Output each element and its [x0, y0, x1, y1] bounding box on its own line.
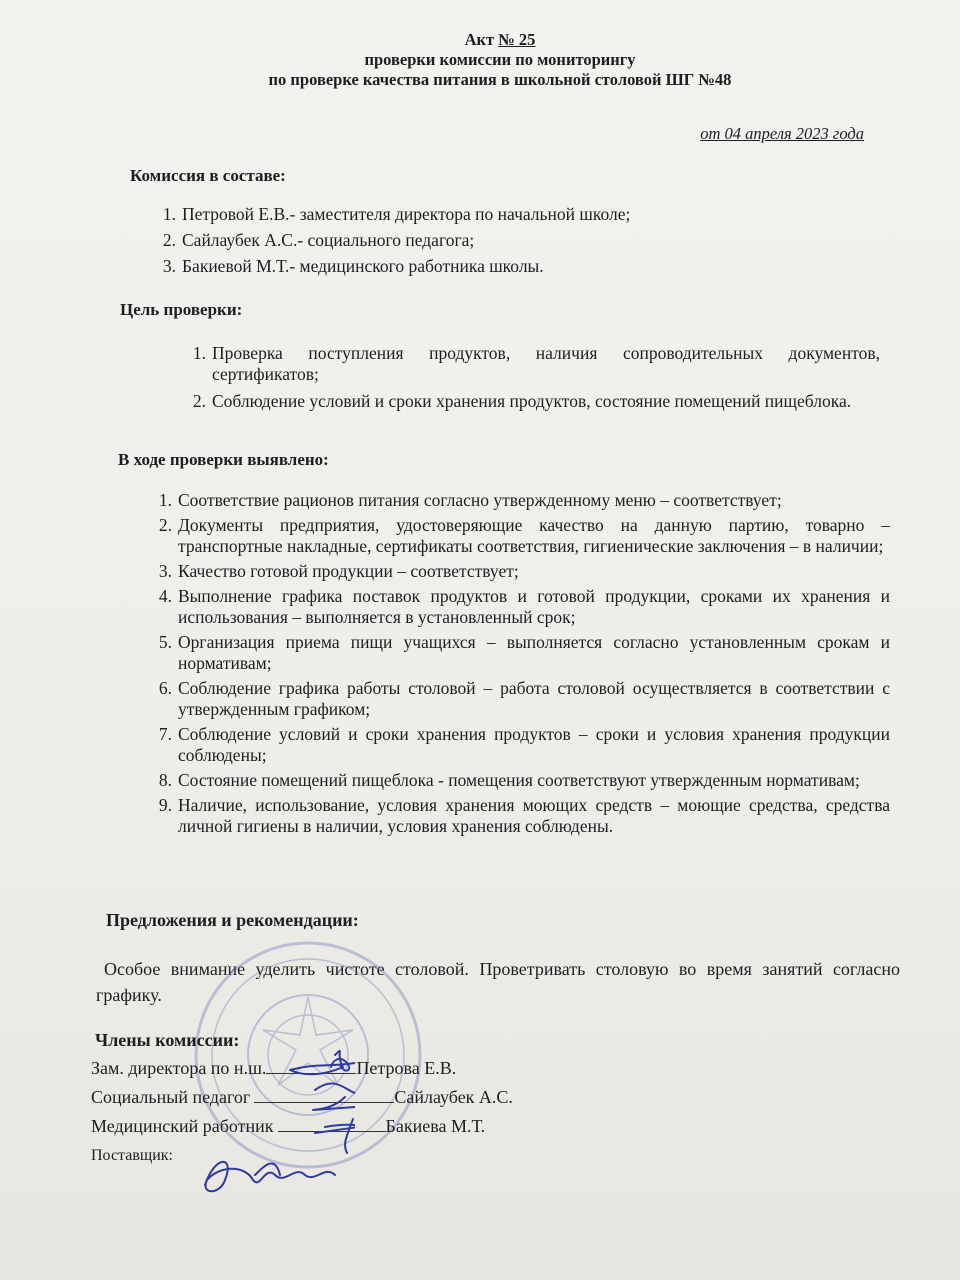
list-item: 1. Петровой Е.В.- заместителя директора по начальной школе; [162, 204, 631, 224]
list-item: 5. Организация приема пищи учащихся – выполняется согласно установленным срокам и нормативам; [158, 632, 890, 673]
list-item: 2. Соблюдение условий и сроки хранения продуктов, состояние помещений пищеблока. [192, 391, 852, 411]
recommendations-text: Особое внимание уделить чистоте столовой. Проветривать столовую во время занятий согласно графику. [96, 959, 900, 1005]
act-date: от 04 апреля 2023 года [700, 124, 864, 143]
signature-row: Медицинский работник Бакиева М.Т. [91, 1116, 486, 1136]
act-subtitle-2: по проверке качества питания в школьной столовой ШГ №48 [268, 70, 732, 89]
commission-heading: Комиссия в составе: [130, 166, 286, 185]
list-item: 4. Выполнение графика поставок продуктов и готовой продукции, сроками их хранения и использования – выполняется в установленный срок; [158, 586, 890, 627]
act-title [0, 30, 960, 50]
list-item: 9. Наличие, использование, условия хранения моющих средств – моющие средства, средства личной гигиены в наличии, условия хранения соблюдены. [158, 795, 890, 836]
findings-heading: В ходе проверки выявлено: [118, 450, 329, 469]
act-prefix: Акт [464, 30, 499, 49]
act-number: № 25 [498, 30, 536, 49]
signature-row: Социальный педагог Сайлаубек А.С. [91, 1087, 513, 1107]
list-item: 8. Состояние помещений пищеблока - помещения соответствуют утвержденным нормативам; [158, 770, 860, 790]
recommendations-heading: Предложения и рекомендации: [106, 910, 359, 930]
findings-list [158, 490, 890, 837]
list-item: 2. Сайлаубек А.С.- социального педагога; [162, 230, 475, 250]
purpose-heading: Цель проверки: [120, 300, 243, 319]
list-item: 1. Проверка поступления продуктов, наличия сопроводительных документов, сертификатов; [192, 343, 880, 384]
signature-row: Зам. директора по н.ш. Петрова Е.В. [91, 1058, 457, 1078]
list-item: 2. Документы предприятия, удостоверяющие качество на данную партию, товарно – транспортные накладные, сертификаты соответствия, гигиенические заключения – в наличии; [158, 515, 890, 556]
purpose-list [192, 343, 880, 412]
list-item: 7. Соблюдение условий и сроки хранения продуктов – сроки и условия хранения продукции соблюдены; [158, 724, 890, 765]
commission-list [162, 204, 822, 277]
list-item: 3. Качество готовой продукции – соответствует; [158, 561, 519, 581]
members-heading: Члены комиссии: [95, 1030, 240, 1050]
list-item: 3. Бакиевой М.Т.- медицинского работника школы. [162, 256, 544, 276]
list-item: 6. Соблюдение графика работы столовой – работа столовой осуществляется в соответствии с утвержденным графиком; [158, 678, 890, 719]
act-subtitle-1: проверки комиссии по мониторингу [364, 50, 636, 69]
supplier-label: Поставщик: [91, 1147, 173, 1164]
list-item: 1. Соответствие рационов питания согласно утвержденному меню – соответствует; [158, 490, 782, 510]
handwritten-signatures-icon [195, 1015, 355, 1200]
